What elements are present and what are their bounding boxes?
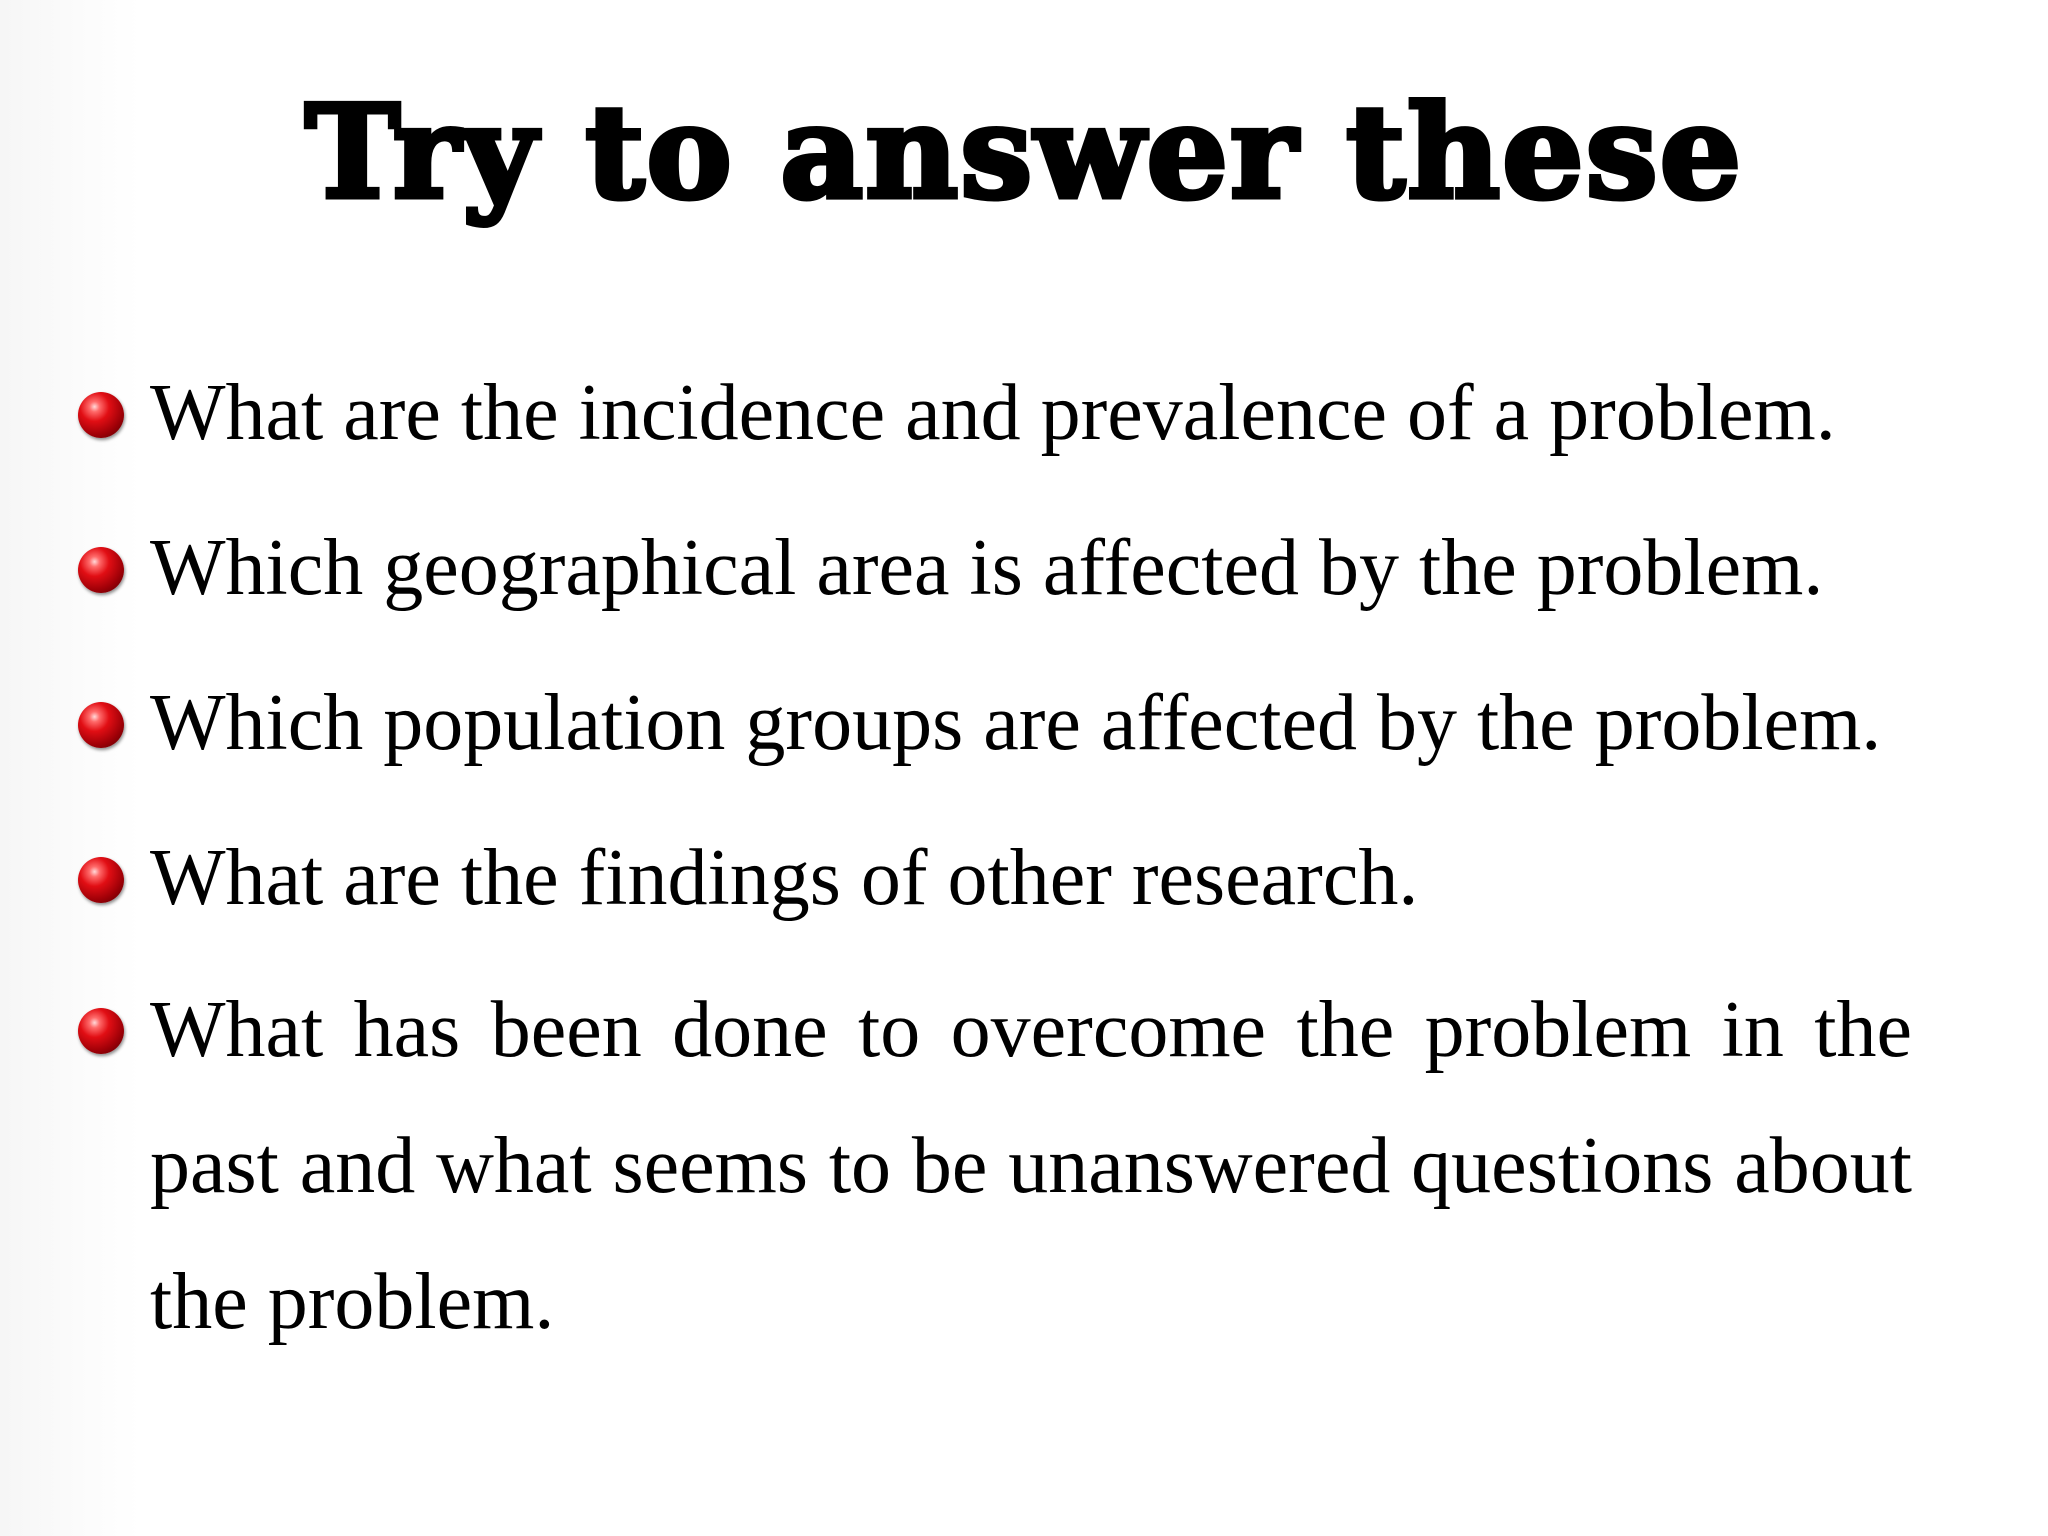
bullet-item — [150, 336, 1912, 491]
bullet-item — [150, 646, 1912, 801]
red-sphere-bullet-icon — [78, 392, 124, 438]
slide-title: Try to answer these — [304, 78, 1744, 228]
red-sphere-bullet-icon — [78, 547, 124, 593]
bullet-text: What are the incidence and prevalence of a problem. — [150, 369, 1836, 457]
bullet-item — [150, 801, 1912, 956]
bullet-text: What are the findings of other research. — [150, 834, 1419, 922]
bullet-text: Which population groups are affected by the problem. — [150, 679, 1882, 767]
bullet-text: Which geographical area is affected by the problem. — [150, 524, 1824, 612]
red-sphere-bullet-icon — [78, 1008, 124, 1054]
bullet-item — [150, 962, 1912, 1370]
bullet-item — [150, 491, 1912, 646]
red-sphere-bullet-icon — [78, 857, 124, 903]
red-sphere-bullet-icon — [78, 702, 124, 748]
bullet-text: What has been done to overcome the problem in the past and what seems to be unanswered questions about the problem. — [150, 986, 1912, 1346]
